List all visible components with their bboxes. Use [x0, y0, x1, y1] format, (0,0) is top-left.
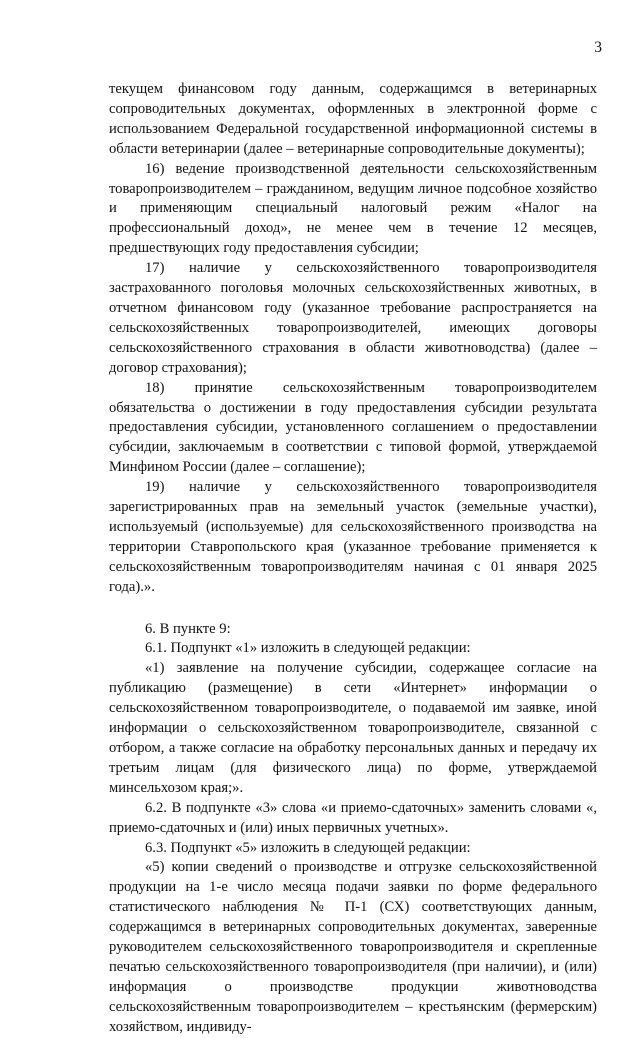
paragraph-subitem-5: «5) копии сведений о производстве и отгрузке сельскохозяйственной продукции на 1-е число месяца подачи заявки по форме федерального статистического наблюдения № П-1 (СХ) соответствующих данным, содержащимся в ветеринарных сопроводительных документах, заверенные руководителем сельскохозяйственного товаропроизводителя и скрепленные печатью сельскохозяйственного товаропроизводителя (при наличии), и (или) информация о производстве продукции животноводства сельскохозяйственным товаропроизводителем – крестьянским (фермерским) хозяйством, индивиду-	[109, 859, 597, 1035]
paragraph-gap	[109, 598, 597, 620]
paragraph-section-6-2: 6.2. В подпункте «3» слова «и приемо-сдаточных» заменить словами «, приемо-сдаточных и (или) иных первичных учетных».	[109, 799, 597, 836]
paragraph-section-6-1: 6.1. Подпункт «1» изложить в следующей редакции:	[145, 640, 471, 657]
paragraph-item-16: 16) ведение производственной деятельности сельскохозяйственным товаропроизводителем – гражданином, ведущим личное подсобное хозяйство и применяющим специальный налоговый режим «Налог на профессиональный доход», не менее чем в течение 12 месяцев, предшествующих году предоставления субсидии;	[109, 160, 597, 257]
paragraph-section-6-3: 6.3. Подпункт «5» изложить в следующей редакции:	[145, 839, 471, 856]
paragraph-continuation: текущем финансовом году данным, содержащимся в ветеринарных сопроводительных документах, оформленных в электронной форме с использованием Федеральной государственной информационной системы в области ветеринарии (далее – ветеринарные сопроводительные документы);	[109, 81, 597, 157]
document-body	[109, 80, 597, 1038]
paragraph-section-6: 6. В пункте 9:	[145, 620, 231, 637]
page-number: 3	[594, 39, 602, 56]
paragraph-subitem-1: «1) заявление на получение субсидии, содержащее согласие на публикацию (размещение) в сети «Интернет» информации о сельскохозяйственном товаропроизводителе, о подаваемой им заявке, иной информации о сельскохозяйственном товаропроизводителе, связанной с отбором, а также согласие на обработку персональных данных и передачу их третьим лицам (для физического лица) по форме, утверждаемой минсельхозом края;».	[109, 660, 597, 796]
paragraph-item-17: 17) наличие у сельскохозяйственного товаропроизводителя застрахованного поголовья молочных сельскохозяйственных животных, в отчетном финансовом году (указанное требование распространяется на сельскохозяйственных товаропроизводителей, имеющих договоры сельскохозяйственного страхования в области животноводства) (далее – договор страхования);	[109, 260, 597, 376]
paragraph-item-19: 19) наличие у сельскохозяйственного товаропроизводителя зарегистрированных прав на земельный участок (земельные участки), используемый (используемые) для сельскохозяйственного производства на территории Ставропольского края (указанное требование применяется к сельскохозяйственным товаропроизводителям начиная с 01 января 2025 года).».	[109, 479, 597, 595]
paragraph-item-18: 18) принятие сельскохозяйственным товаропроизводителем обязательства о достижении в году предоставления субсидии результата предоставления субсидии, установленного соглашением о предоставлении субсидии, заключаемым в соответствии с типовой формой, утверждаемой Минфином России (далее – соглашение);	[109, 379, 597, 476]
